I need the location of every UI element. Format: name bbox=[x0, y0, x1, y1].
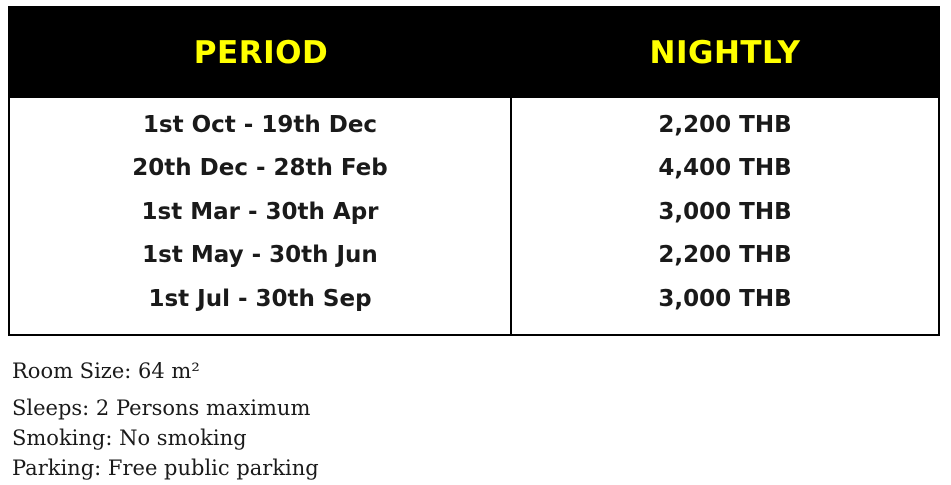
table-body bbox=[10, 98, 938, 334]
period-cell: 1st May - 30th Jun bbox=[142, 242, 378, 269]
room-size: Room Size: 64 m² bbox=[12, 359, 200, 383]
nightly-rate-cell: 2,200 THB bbox=[658, 111, 792, 138]
nightly-column bbox=[512, 98, 938, 334]
nightly-rate-cell: 4,400 THB bbox=[658, 155, 792, 182]
period-cell: 1st Mar - 30th Apr bbox=[141, 198, 379, 225]
period-cell: 1st Oct - 19th Dec bbox=[142, 111, 378, 138]
smoking-info: Smoking: No smoking bbox=[12, 426, 247, 450]
period-column bbox=[10, 98, 512, 334]
room-info bbox=[12, 356, 319, 483]
nightly-rate-cell: 3,000 THB bbox=[658, 198, 792, 225]
table-header bbox=[10, 8, 938, 98]
period-cell: 1st Jul - 30th Sep bbox=[148, 285, 372, 312]
rate-table bbox=[8, 6, 940, 336]
nightly-rate-cell: 3,000 THB bbox=[658, 285, 792, 312]
nightly-rate-cell: 2,200 THB bbox=[658, 242, 792, 269]
nightly-header: NIGHTLY bbox=[649, 35, 801, 71]
sleeps-info: Sleeps: 2 Persons maximum bbox=[12, 396, 311, 420]
period-header: PERIOD bbox=[193, 35, 329, 71]
parking-info: Parking: Free public parking bbox=[12, 456, 319, 480]
period-cell: 20th Dec - 28th Feb bbox=[132, 155, 388, 182]
